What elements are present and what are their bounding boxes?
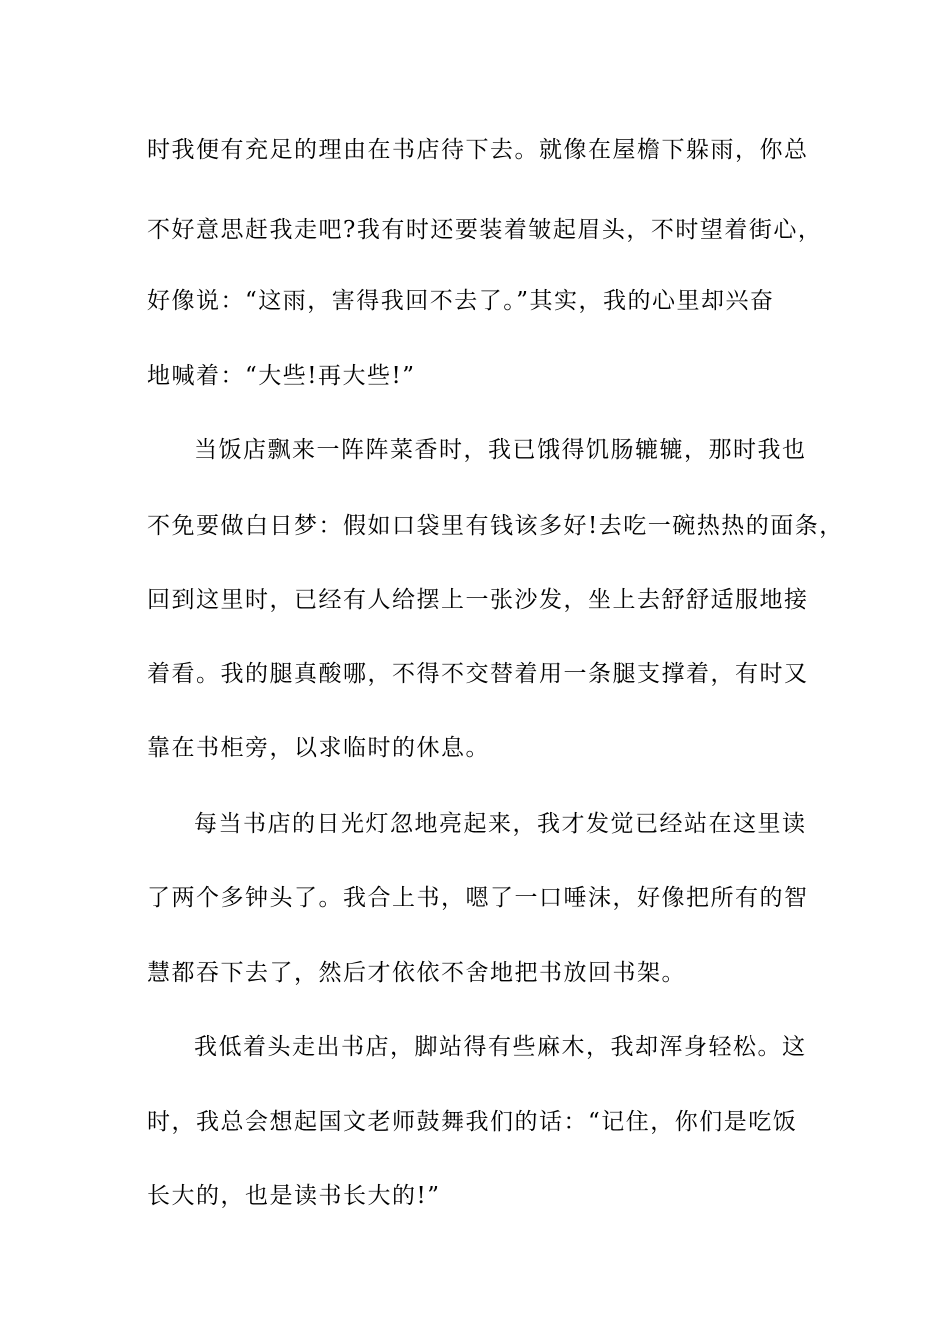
text-line: 了两个多钟头了。我合上书，嗯了一口唾沫，好像把所有的智 [147,885,809,911]
text-line: 不免要做白日梦：假如口袋里有钱该多好!去吃一碗热热的面条， [147,513,844,539]
paragraph-first-line: 我低着头走出书店，脚站得有些麻木，我却浑身轻松。这 [194,1034,807,1060]
text-line: 慧都吞下去了，然后才依依不舍地把书放回书架。 [147,960,686,986]
paragraph-first-line: 当饭店飘来一阵阵菜香时，我已饿得饥肠辘辘，那时我也 [194,437,807,463]
text-line: 地喊着：“大些!再大些!” [147,363,416,389]
text-line: 靠在书柜旁，以求临时的休息。 [147,735,490,761]
text-line: 回到这里时，已经有人给摆上一张沙发，坐上去舒舒适服地接 [147,587,809,613]
text-line: 着看。我的腿真酸哪，不得不交替着用一条腿支撑着，有时又 [147,661,809,687]
paragraph-first-line: 每当书店的日光灯忽地亮起来，我才发觉已经站在这里读 [194,811,807,837]
text-line: 时我便有充足的理由在书店待下去。就像在屋檐下躲雨，你总 [147,137,809,163]
text-line: 好像说：“这雨，害得我回不去了。”其实，我的心里却兴奋 [147,288,775,314]
text-line: 不好意思赶我走吧?我有时还要装着皱起眉头，不时望着街心， [147,217,823,243]
text-line: 时，我总会想起国文老师鼓舞我们的话：“记住，你们是吃饭 [147,1109,798,1135]
text-line: 长大的，也是读书长大的!” [147,1183,441,1209]
